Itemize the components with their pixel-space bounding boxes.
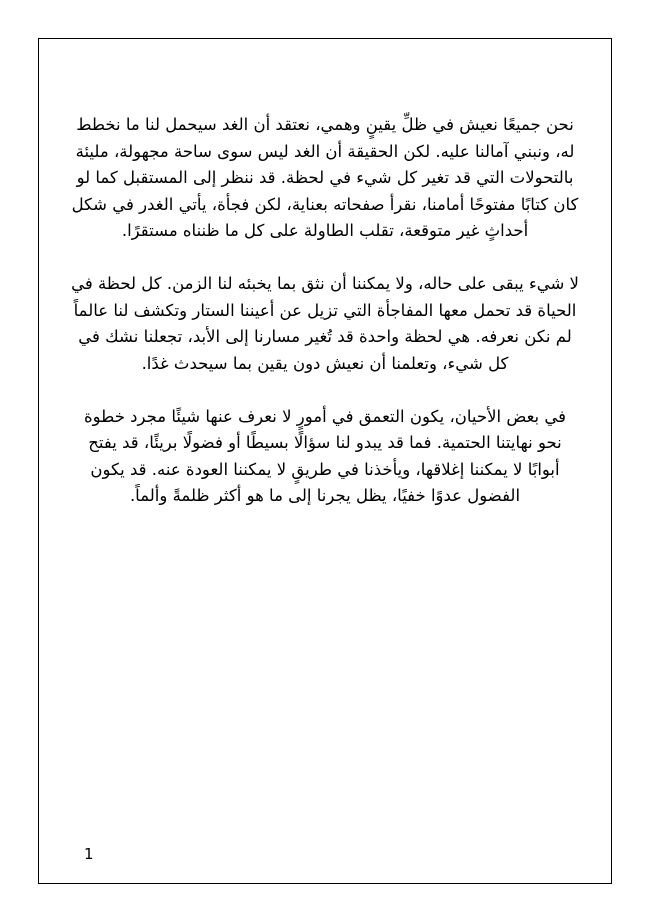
paragraph-1: نحن جميعًا نعيش في ظلِّ يقينٍ وهمي، نعتقد أن الغد سيحمل لنا ما نخطط له، ونبني آمالنا عليه. لكن الحقيقة أن الغد ليس سوى ساحة مجهولة، مليئة بالتحولات التي قد تغير كل شيء في لحظة. قد ننظر إلى المستقبل كما لو كان كتابًا مفتوحًا أمامنا، نقرأ صفحاته بعناية، لكن فجأة، يأتي الغدر في شكل أحداثٍ غير متوقعة، تقلب الطاولة على كل ما ظنناه مستقرًا. — [71, 115, 579, 240]
page-number: 1 — [84, 845, 94, 863]
paragraph-3: في بعض الأحيان، يكون التعمق في أمورٍ لا نعرف عنها شيئًا مجرد خطوة نحو نهايتنا الحتمية. فما قد يبدو لنا سؤالًا بسيطًا أو فضولًا بريئًا، قد يفتح أبوابًا لا يمكننا إغلاقها، ويأخذنا في طريقٍ لا يمكننا العودة عنه. قد يكون الفضول عدوًا خفيًا، يظل يجرنا إلى ما هو أكثر ظلمةً وألماً. — [83, 406, 567, 505]
document-body — [70, 112, 580, 536]
paragraph-2: لا شيء يبقى على حاله، ولا يمكننا أن نثق بما يخبئه لنا الزمن. كل لحظة في الحياة قد تحمل معها المفاجأة التي تزيل عن أعيننا الستار وتكشف لنا عالماً لم نكن نعرفه. هي لحظة واحدة قد تُغير مسارنا إلى الأبد، تجعلنا نشك في كل شيء، وتعلمنا أن نعيش دون يقين بما سيحدث غدًا. — [71, 274, 579, 373]
